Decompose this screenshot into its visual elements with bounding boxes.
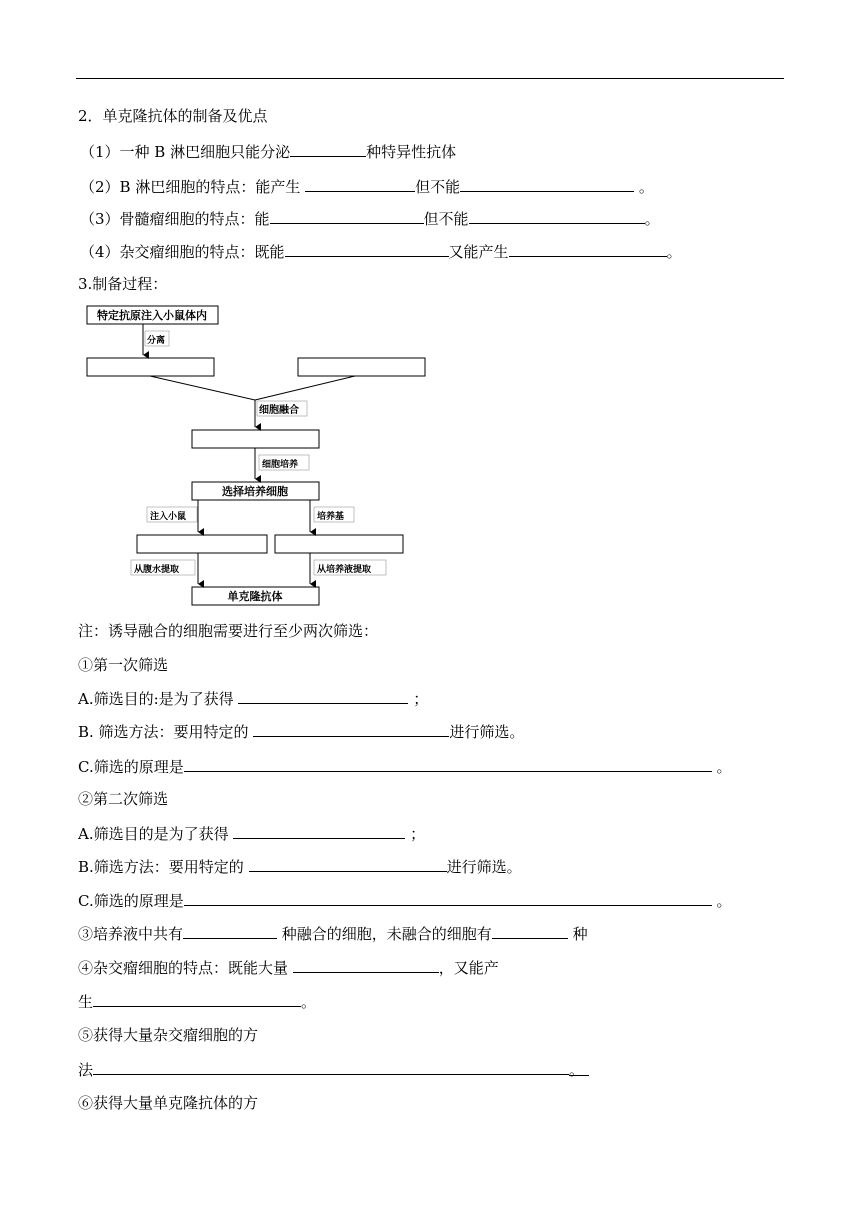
fourth-blank-2[interactable] [93, 991, 301, 1007]
medium-label: 培养基 [317, 512, 345, 522]
inject-mouse-label: 注入小鼠 [150, 512, 187, 522]
third-mid: 种融合的细胞，未融合的细胞有 [281, 925, 492, 943]
first-a-prefix: A.筛选目的:是为了获得 [78, 690, 234, 708]
second-c-blank[interactable] [184, 890, 712, 906]
second-screen-b [78, 856, 522, 877]
second-screen-c [78, 890, 732, 911]
start-box-label: 特定抗原注入小鼠体内 [97, 309, 207, 322]
item1-prefix: （1）一种 B 淋巴细胞只能分泌 [80, 143, 291, 161]
item3-prefix: （3）骨髓瘤细胞的特点：能 [80, 210, 270, 228]
fifth-end-underline [569, 1060, 589, 1079]
select-box-label: 选择培养细胞 [222, 485, 288, 498]
first-a-blank[interactable] [238, 688, 408, 704]
final-box-label: 单克隆抗体 [227, 590, 283, 603]
cell-culture-label: 细胞培养 [262, 460, 299, 470]
first-screen-a [78, 688, 428, 709]
fourth-blank-1[interactable] [293, 957, 439, 973]
third-note [78, 923, 588, 944]
blank-box-left [87, 358, 214, 376]
fourth-note-line2 [78, 991, 316, 1012]
third-prefix: ③培养液中共有 [78, 925, 184, 943]
item3-mid: 但不能 [423, 210, 469, 228]
second-a-blank[interactable] [233, 823, 405, 839]
first-c-prefix: C.筛选的原理是 [78, 758, 184, 776]
item4-prefix: （4）杂交瘤细胞的特点：既能 [80, 243, 285, 261]
notes-intro: 注：诱导融合的细胞需要进行至少两次筛选： [78, 622, 379, 640]
third-end: 种 [572, 925, 588, 943]
section2-title: 2．单克隆抗体的制备及优点 [78, 107, 268, 125]
first-b-prefix: B. 筛选方法：要用特定的 [78, 723, 249, 741]
first-a-end: ； [413, 690, 429, 708]
fourth-prefix: ④杂交瘤细胞的特点：既能大量 [78, 959, 289, 977]
third-blank-1[interactable] [183, 923, 277, 939]
fifth-note: ⑤获得大量杂交瘤细胞的方 [78, 1026, 259, 1044]
blank-box-culture [275, 535, 403, 553]
fourth-line2-end: 。 [301, 993, 317, 1011]
second-c-end: 。 [716, 892, 732, 910]
first-screen-b [78, 721, 524, 742]
third-blank-2[interactable] [492, 923, 568, 939]
first-b-blank[interactable] [253, 721, 449, 737]
separate-label: 分离 [147, 336, 166, 346]
first-screen-c [78, 756, 732, 777]
fifth-line2-prefix: 法 [78, 1061, 94, 1079]
blank-box-right [298, 358, 425, 376]
item2-prefix: （2）B 淋巴细胞的特点：能产生 [80, 178, 301, 196]
cell-fusion-label: 细胞融合 [259, 405, 299, 416]
first-screen-title: ①第一次筛选 [78, 656, 169, 674]
fourth-mid: ，又能产 [438, 959, 499, 977]
second-b-prefix: B.筛选方法：要用特定的 [78, 858, 244, 876]
second-a-prefix: A.筛选目的是为了获得 [78, 825, 229, 843]
fifth-note-line2 [78, 1059, 589, 1080]
sixth-note: ⑥获得大量单克隆抗体的方 [78, 1094, 259, 1112]
second-screen-a [78, 823, 425, 844]
item3-end: 。 [644, 210, 660, 228]
converge-left [150, 376, 255, 400]
from-ascites-label: 从腹水提取 [134, 565, 180, 575]
blank-box-mouse [137, 535, 267, 553]
second-b-end: 进行筛选。 [446, 858, 522, 876]
second-b-blank[interactable] [249, 856, 447, 872]
second-a-end: ； [410, 825, 426, 843]
first-c-end: 。 [716, 758, 732, 776]
converge-right [255, 376, 355, 400]
second-c-prefix: C.筛选的原理是 [78, 892, 184, 910]
first-b-end: 进行筛选。 [449, 723, 525, 741]
item1-suffix: 种特异性抗体 [366, 143, 457, 161]
blank-box-fusion [192, 430, 319, 448]
item2-end: 。 [638, 178, 654, 196]
fifth-blank[interactable] [93, 1059, 569, 1075]
section3-title: 3.制备过程： [78, 275, 168, 293]
item2-mid: 但不能 [415, 178, 461, 196]
first-c-blank[interactable] [184, 756, 712, 772]
from-culture-fluid-label: 从培养液提取 [317, 565, 372, 575]
fourth-line2-prefix: 生 [78, 993, 94, 1011]
fifth-line2-end: 。 [569, 1061, 585, 1079]
second-screen-title: ②第二次筛选 [78, 790, 169, 808]
fourth-note [78, 957, 499, 978]
item4-end: 。 [666, 243, 682, 261]
item4-mid: 又能产生 [448, 243, 509, 261]
